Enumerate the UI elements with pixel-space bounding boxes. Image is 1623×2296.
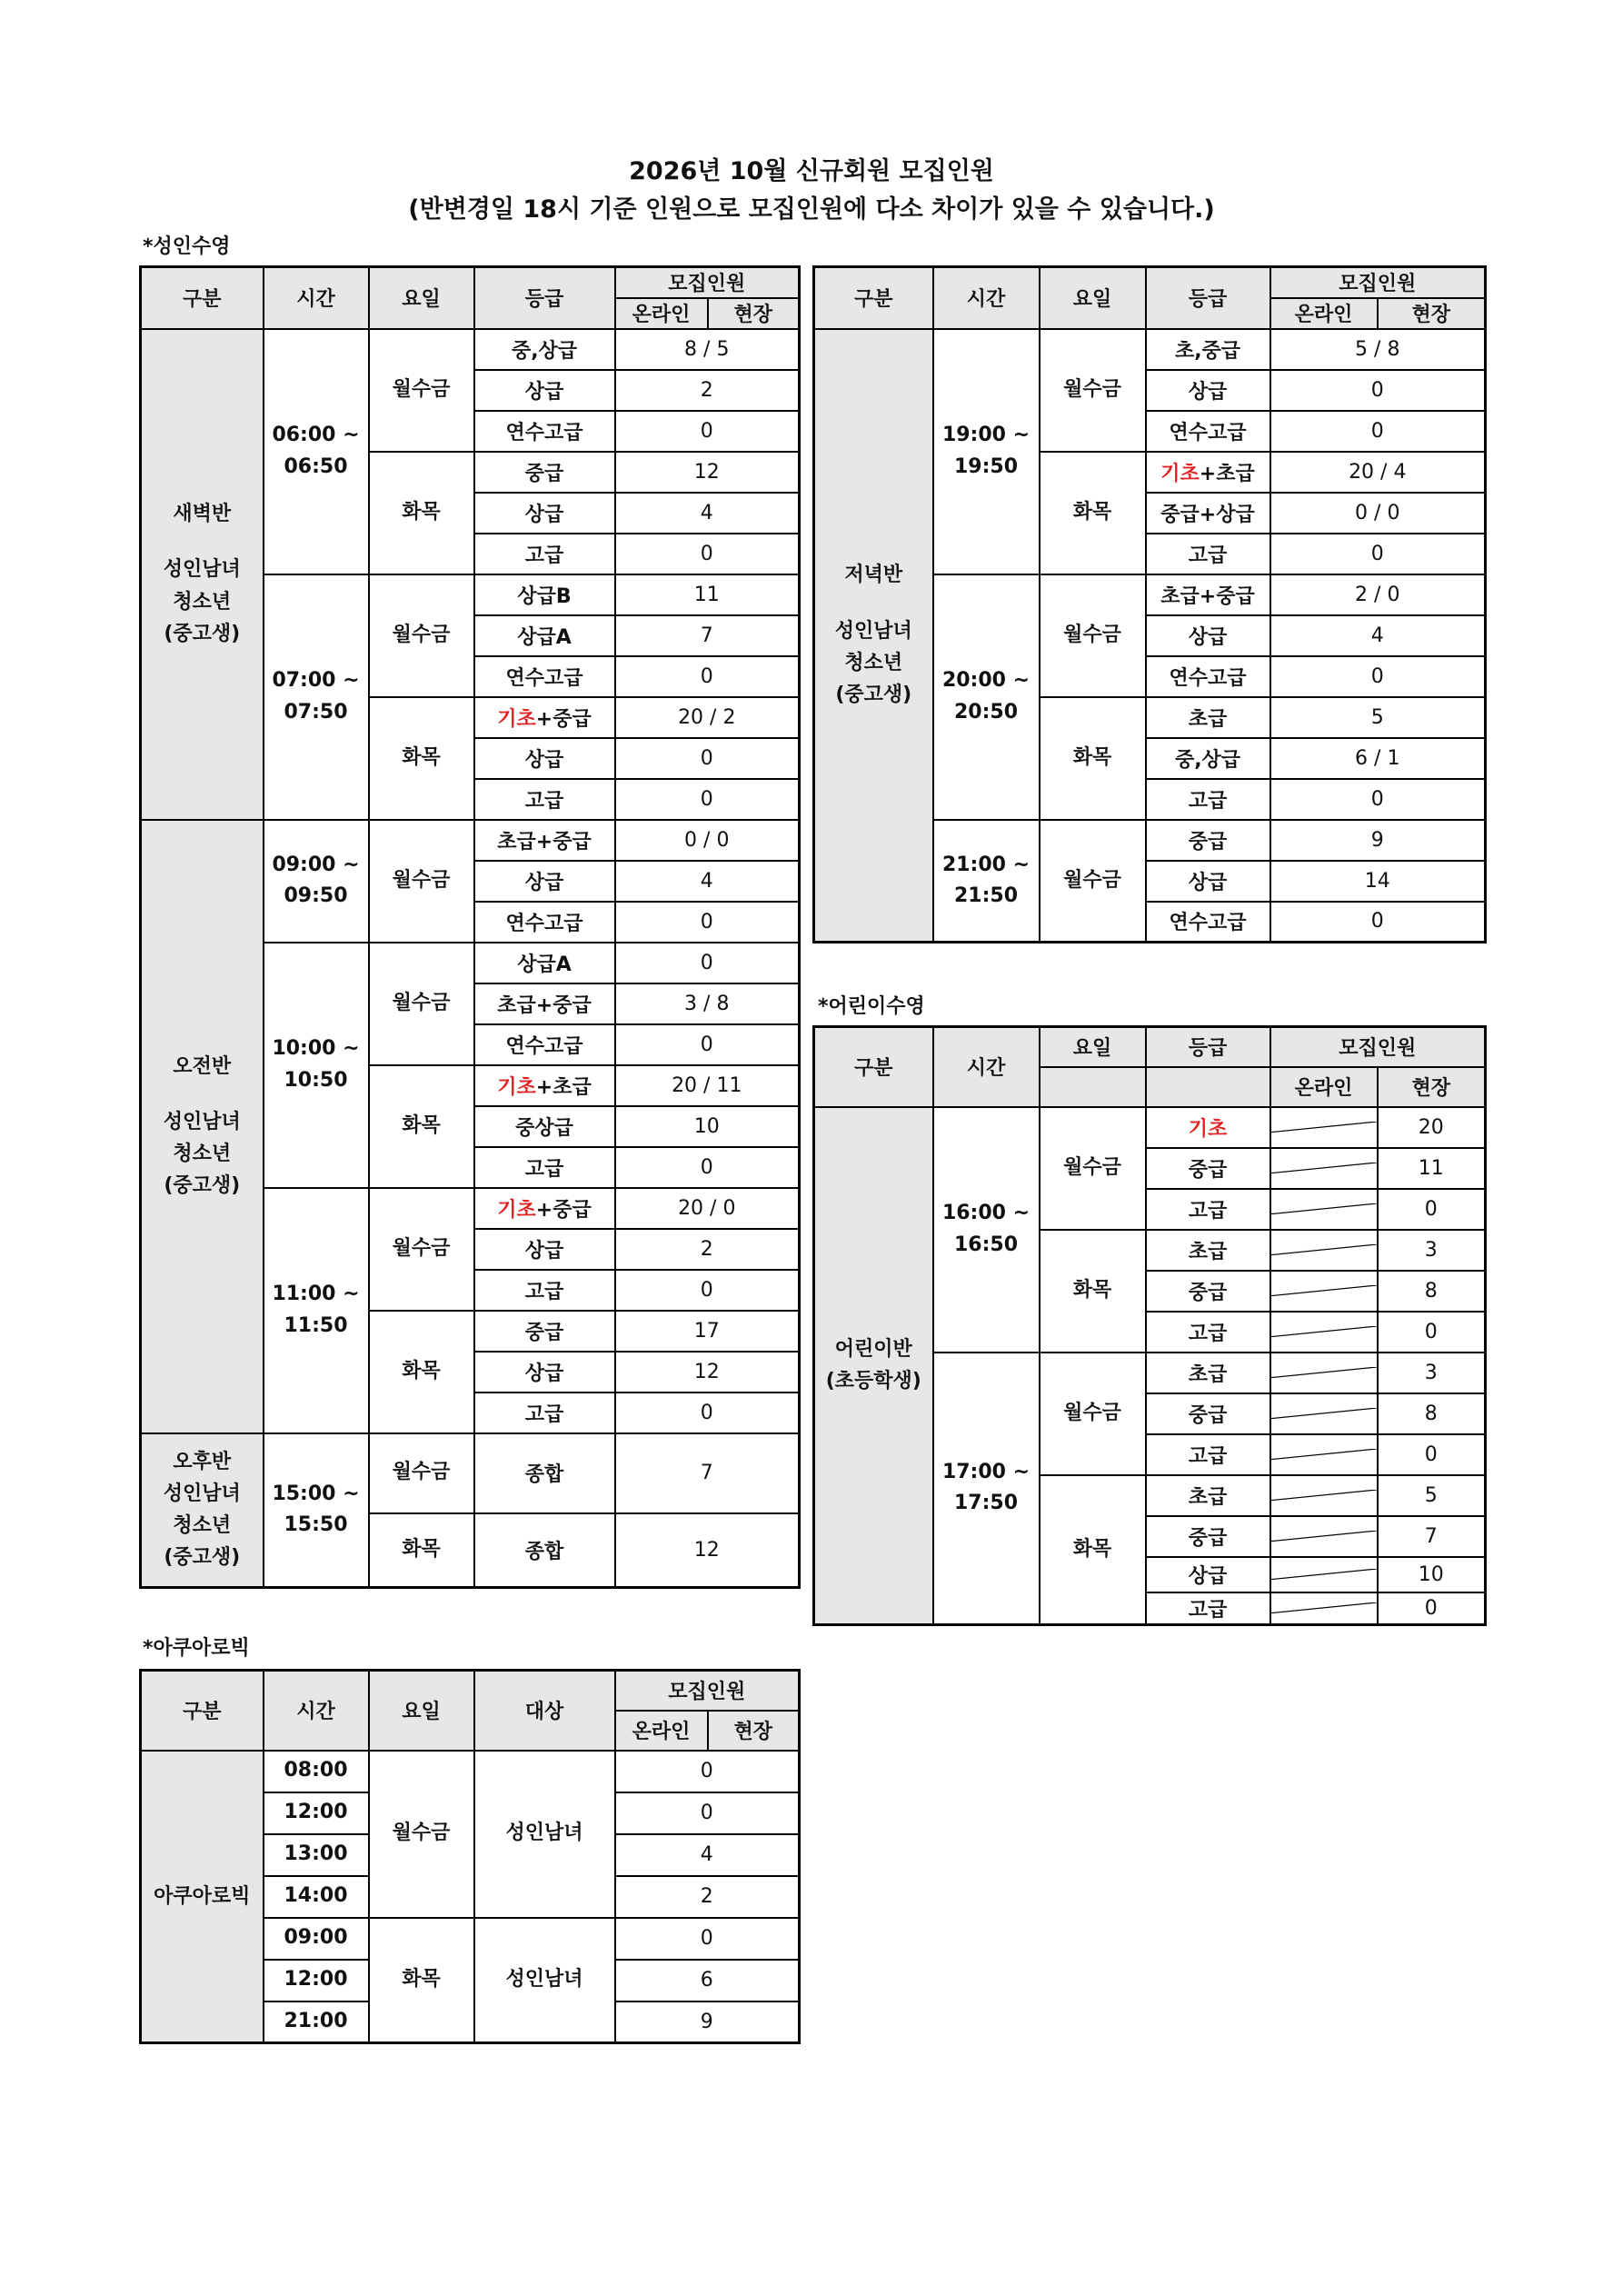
day-mwf: 월수금 [369, 1433, 474, 1513]
level-cell: 중,상급 [474, 329, 615, 370]
level-cell: 기초+초급 [474, 1065, 615, 1106]
header-online: 온라인 [615, 1711, 708, 1751]
section-aqua-title: *아쿠아로빅 [143, 1637, 250, 1660]
recruit-value: 4 [615, 1834, 800, 1876]
level-cell: 상급 [474, 493, 615, 534]
day-tt: 화목 [1040, 1230, 1146, 1353]
online-crossed-cell [1270, 1230, 1378, 1271]
level-cell: 초급 [1146, 1230, 1270, 1271]
header-onsite: 현장 [708, 1711, 800, 1751]
day-tt: 화목 [1040, 1475, 1146, 1625]
level-cell: 연수고급 [1146, 902, 1270, 943]
recruit-value: 0 [615, 738, 800, 779]
header-time: 시간 [264, 267, 369, 329]
level-cell: 상급 [474, 738, 615, 779]
header-category: 구분 [141, 1671, 264, 1751]
recruit-value: 7 [615, 615, 800, 656]
level-cell: 중급 [1146, 1516, 1270, 1557]
adult-schedule-table-left [139, 265, 801, 1589]
recruit-value: 0 [1270, 902, 1486, 943]
recruit-value: 0 [615, 1270, 800, 1311]
time-slot: 07:00 ~ 07:50 [264, 574, 369, 820]
time-slot: 13:00 [264, 1834, 369, 1876]
time-slot: 16:00 ~ 16:50 [933, 1107, 1040, 1353]
header-category: 구분 [814, 267, 933, 329]
level-cell: 고급 [1146, 1312, 1270, 1353]
level-cell: 종합 [474, 1433, 615, 1513]
header-online: 온라인 [1270, 1067, 1378, 1107]
recruit-value: 10 [1378, 1557, 1486, 1592]
day-mwf: 월수금 [1040, 820, 1146, 943]
recruit-value: 2 [615, 370, 800, 411]
time-slot: 15:00 ~ 15:50 [264, 1433, 369, 1588]
time-slot: 09:00 [264, 1918, 369, 1960]
recruit-value: 0 [1378, 1189, 1486, 1230]
level-cell: 상급 [1146, 1557, 1270, 1592]
recruit-value: 12 [615, 1352, 800, 1393]
header-day-empty [1040, 1067, 1146, 1107]
header-online: 온라인 [615, 298, 708, 329]
recruit-value: 20 [1378, 1107, 1486, 1148]
level-cell: 고급 [474, 779, 615, 820]
day-tt: 화목 [369, 1918, 474, 2043]
header-onsite: 현장 [1378, 1067, 1486, 1107]
header-time: 시간 [933, 1027, 1040, 1107]
recruit-value: 14 [1270, 861, 1486, 902]
day-mwf: 월수금 [369, 1188, 474, 1311]
header-recruit: 모집인원 [1270, 1027, 1486, 1067]
recruit-value: 0 [615, 534, 800, 574]
day-mwf: 월수금 [1040, 329, 1146, 452]
recruit-value: 0 / 0 [615, 820, 800, 861]
level-cell: 고급 [474, 1393, 615, 1433]
header-time: 시간 [933, 267, 1040, 329]
recruit-value: 20 / 0 [615, 1188, 800, 1229]
recruit-value: 0 [1270, 779, 1486, 820]
level-cell: 연수고급 [474, 902, 615, 943]
level-cell: 기초+중급 [474, 697, 615, 738]
level-cell: 상급A [474, 943, 615, 983]
recruit-value: 0 [615, 1918, 800, 1960]
time-slot: 21:00 [264, 2002, 369, 2043]
recruit-value: 17 [615, 1311, 800, 1352]
online-crossed-cell [1270, 1393, 1378, 1434]
group-afternoon: 오후반 성인남녀 청소년 (중고생) [141, 1433, 264, 1588]
time-slot: 10:00 ~ 10:50 [264, 943, 369, 1188]
header-level: 등급 [1146, 267, 1270, 329]
level-cell: 고급 [474, 1147, 615, 1188]
recruit-value: 0 [615, 1751, 800, 1792]
recruit-value: 6 [615, 1960, 800, 2002]
day-tt: 화목 [369, 1311, 474, 1433]
header-level: 등급 [474, 267, 615, 329]
day-mwf: 월수금 [369, 820, 474, 943]
recruit-value: 4 [1270, 615, 1486, 656]
recruit-value: 5 [1378, 1475, 1486, 1516]
recruit-value: 10 [615, 1106, 800, 1147]
page-subtitle: (반변경일 18시 기준 인원으로 모집인원에 다소 차이가 있을 수 있습니다.) [408, 195, 1215, 224]
group-evening: 저녁반 성인남녀 청소년 (중고생) [814, 329, 933, 943]
level-cell: 상급 [474, 1352, 615, 1393]
online-crossed-cell [1270, 1271, 1378, 1312]
header-category: 구분 [814, 1027, 933, 1107]
recruit-value: 0 [1270, 656, 1486, 697]
time-slot: 20:00 ~ 20:50 [933, 574, 1040, 820]
level-cell: 초급 [1146, 1353, 1270, 1393]
level-cell: 종합 [474, 1513, 615, 1588]
recruit-value: 0 [1378, 1434, 1486, 1475]
recruit-value: 0 [615, 1147, 800, 1188]
level-cell: 초급+중급 [474, 983, 615, 1024]
day-mwf: 월수금 [1040, 1353, 1146, 1475]
recruit-value: 9 [615, 2002, 800, 2043]
header-online: 온라인 [1270, 298, 1378, 329]
recruit-value: 5 / 8 [1270, 329, 1486, 370]
time-slot: 11:00 ~ 11:50 [264, 1188, 369, 1433]
time-slot: 19:00 ~ 19:50 [933, 329, 1040, 574]
header-level: 등급 [1146, 1027, 1270, 1067]
header-day: 요일 [369, 1671, 474, 1751]
level-cell: 연수고급 [474, 1024, 615, 1065]
recruit-value: 0 [1270, 411, 1486, 452]
recruit-value: 20 / 11 [615, 1065, 800, 1106]
recruit-value: 7 [615, 1433, 800, 1513]
level-cell: 상급 [474, 861, 615, 902]
recruit-value: 20 / 4 [1270, 452, 1486, 493]
day-mwf: 월수금 [369, 943, 474, 1065]
recruit-value: 0 [615, 779, 800, 820]
target-cell: 성인남녀 [474, 1751, 615, 1918]
group-kids: 어린이반 (초등학생) [814, 1107, 933, 1625]
day-tt: 화목 [369, 1513, 474, 1588]
online-crossed-cell [1270, 1107, 1378, 1148]
recruit-value: 0 [615, 943, 800, 983]
level-cell: 상급 [1146, 861, 1270, 902]
recruit-value: 3 [1378, 1230, 1486, 1271]
header-day: 요일 [1040, 1027, 1146, 1067]
recruit-value: 3 / 8 [615, 983, 800, 1024]
page-title: 2026년 10월 신규회원 모집인원 [629, 157, 994, 185]
online-crossed-cell [1270, 1434, 1378, 1475]
recruit-value: 0 [615, 902, 800, 943]
level-cell: 초급+중급 [474, 820, 615, 861]
recruit-value: 7 [1378, 1516, 1486, 1557]
recruit-value: 0 [1270, 534, 1486, 574]
day-tt: 화목 [1040, 697, 1146, 820]
level-cell: 중급 [1146, 1393, 1270, 1434]
level-cell: 고급 [1146, 779, 1270, 820]
header-category: 구분 [141, 267, 264, 329]
level-cell: 고급 [1146, 534, 1270, 574]
recruit-value: 9 [1270, 820, 1486, 861]
level-cell: 연수고급 [474, 411, 615, 452]
recruit-value: 0 [615, 1393, 800, 1433]
level-cell: 중급 [1146, 820, 1270, 861]
time-slot: 14:00 [264, 1876, 369, 1918]
recruit-value: 0 [1378, 1592, 1486, 1625]
online-crossed-cell [1270, 1592, 1378, 1625]
recruit-value: 12 [615, 452, 800, 493]
day-mwf: 월수금 [369, 1751, 474, 1918]
level-cell: 중급 [474, 1311, 615, 1352]
header-onsite: 현장 [708, 298, 800, 329]
level-cell: 상급 [1146, 615, 1270, 656]
header-recruit: 모집인원 [615, 267, 800, 298]
online-crossed-cell [1270, 1148, 1378, 1189]
recruit-value: 8 [1378, 1271, 1486, 1312]
recruit-value: 0 [615, 411, 800, 452]
recruit-value: 0 / 0 [1270, 493, 1486, 534]
level-cell: 중급 [1146, 1148, 1270, 1189]
online-crossed-cell [1270, 1475, 1378, 1516]
header-recruit: 모집인원 [1270, 267, 1486, 298]
recruit-value: 8 / 5 [615, 329, 800, 370]
time-slot: 17:00 ~ 17:50 [933, 1353, 1040, 1625]
header-onsite: 현장 [1378, 298, 1486, 329]
day-mwf: 월수금 [1040, 1107, 1146, 1230]
recruit-value: 11 [615, 574, 800, 615]
level-cell: 상급 [474, 1229, 615, 1270]
recruit-value: 20 / 2 [615, 697, 800, 738]
group-morning: 오전반 성인남녀 청소년 (중고생) [141, 820, 264, 1433]
recruit-value: 0 [615, 656, 800, 697]
level-cell: 초급 [1146, 697, 1270, 738]
level-cell: 연수고급 [1146, 656, 1270, 697]
level-cell: 연수고급 [474, 656, 615, 697]
section-kids-title: *어린이수영 [818, 995, 925, 1018]
day-mwf: 월수금 [369, 574, 474, 697]
recruit-value: 5 [1270, 697, 1486, 738]
level-cell: 중급 [1146, 1271, 1270, 1312]
kids-schedule-table [812, 1025, 1487, 1626]
time-slot: 09:00 ~ 09:50 [264, 820, 369, 943]
level-cell: 상급 [474, 370, 615, 411]
recruit-value: 0 [1270, 370, 1486, 411]
recruit-value: 4 [615, 493, 800, 534]
online-crossed-cell [1270, 1312, 1378, 1353]
header-recruit: 모집인원 [615, 1671, 800, 1711]
recruit-value: 2 [615, 1876, 800, 1918]
level-cell: 초급+중급 [1146, 574, 1270, 615]
online-crossed-cell [1270, 1516, 1378, 1557]
header-level-empty [1146, 1067, 1270, 1107]
header-day: 요일 [369, 267, 474, 329]
level-cell: 중상급 [474, 1106, 615, 1147]
time-slot: 21:00 ~ 21:50 [933, 820, 1040, 943]
online-crossed-cell [1270, 1189, 1378, 1230]
level-cell: 초,중급 [1146, 329, 1270, 370]
level-cell: 중급 [474, 452, 615, 493]
group-dawn: 새벽반 성인남녀 청소년 (중고생) [141, 329, 264, 820]
header-day: 요일 [1040, 267, 1146, 329]
recruit-value: 0 [1378, 1312, 1486, 1353]
day-tt: 화목 [369, 697, 474, 820]
recruit-value: 6 / 1 [1270, 738, 1486, 779]
recruit-value: 0 [615, 1024, 800, 1065]
time-slot: 12:00 [264, 1960, 369, 2002]
aqua-schedule-table [139, 1669, 801, 2044]
day-mwf: 월수금 [369, 329, 474, 452]
level-cell: 고급 [1146, 1434, 1270, 1475]
level-cell: 기초+중급 [474, 1188, 615, 1229]
level-cell: 고급 [1146, 1189, 1270, 1230]
recruit-value: 8 [1378, 1393, 1486, 1434]
level-cell: 연수고급 [1146, 411, 1270, 452]
recruit-value: 3 [1378, 1353, 1486, 1393]
time-slot: 08:00 [264, 1751, 369, 1792]
online-crossed-cell [1270, 1353, 1378, 1393]
level-cell: 상급A [474, 615, 615, 656]
level-cell: 상급 [1146, 370, 1270, 411]
group-aqua: 아쿠아로빅 [141, 1751, 264, 2043]
recruit-value: 2 / 0 [1270, 574, 1486, 615]
recruit-value: 11 [1378, 1148, 1486, 1189]
recruit-value: 4 [615, 861, 800, 902]
day-tt: 화목 [1040, 452, 1146, 574]
day-tt: 화목 [369, 1065, 474, 1188]
level-cell: 초급 [1146, 1475, 1270, 1516]
level-cell: 중,상급 [1146, 738, 1270, 779]
time-slot: 12:00 [264, 1792, 369, 1834]
online-crossed-cell [1270, 1557, 1378, 1592]
recruit-value: 2 [615, 1229, 800, 1270]
level-cell: 고급 [474, 534, 615, 574]
adult-schedule-table-right [812, 265, 1487, 943]
header-time: 시간 [264, 1671, 369, 1751]
recruit-value: 0 [615, 1792, 800, 1834]
section-adult-title: *성인수영 [143, 235, 231, 258]
level-cell: 중급+상급 [1146, 493, 1270, 534]
level-cell: 기초 [1146, 1107, 1270, 1148]
level-cell: 고급 [1146, 1592, 1270, 1625]
day-mwf: 월수금 [1040, 574, 1146, 697]
target-cell: 성인남녀 [474, 1918, 615, 2043]
header-target: 대상 [474, 1671, 615, 1751]
level-cell: 고급 [474, 1270, 615, 1311]
level-cell: 상급B [474, 574, 615, 615]
level-cell: 기초+초급 [1146, 452, 1270, 493]
recruit-value: 12 [615, 1513, 800, 1588]
day-tt: 화목 [369, 452, 474, 574]
time-slot: 06:00 ~ 06:50 [264, 329, 369, 574]
